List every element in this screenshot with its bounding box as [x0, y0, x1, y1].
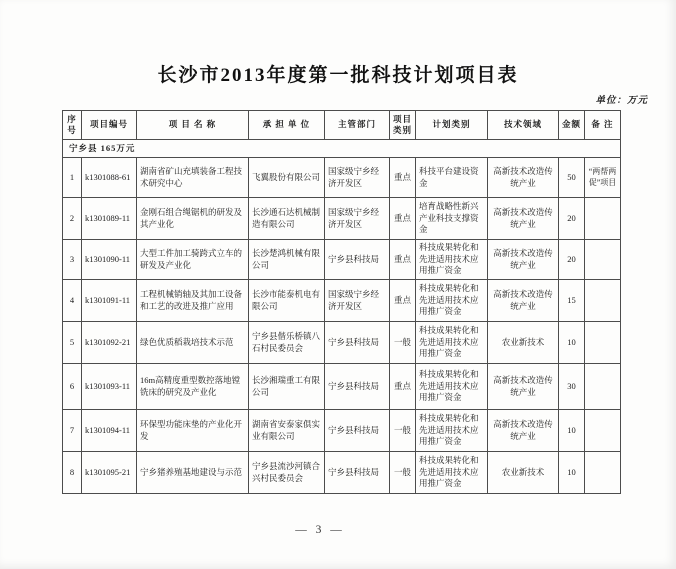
- cell-org: 宁乡县流沙河镇合兴村民委员会: [249, 452, 325, 494]
- cell-plan: 科技成果转化和先进适用技术应用推广资金: [416, 364, 488, 410]
- cell-category: 重点: [390, 364, 416, 410]
- cell-category: 重点: [390, 240, 416, 280]
- cell-seq: 6: [63, 364, 82, 410]
- cell-category: 重点: [390, 158, 416, 198]
- cell-category: 一般: [390, 452, 416, 494]
- cell-plan: 科技成果转化和先进适用技术应用推广资金: [416, 280, 488, 322]
- cell-org: 湖南省安泰家俱实业有限公司: [249, 410, 325, 452]
- header-note: 备 注: [585, 111, 621, 140]
- cell-plan: 科技成果转化和先进适用技术应用推广资金: [416, 322, 488, 364]
- header-category: 项目类别: [390, 111, 416, 140]
- cell-field: 农业新技术: [488, 452, 559, 494]
- cell-project-name: 16m高精度重型数控落地镗铣床的研究及产业化: [137, 364, 249, 410]
- cell-note: [585, 240, 621, 280]
- cell-dept: 宁乡县科技局: [325, 452, 390, 494]
- cell-code: k1301091-11: [82, 280, 137, 322]
- cell-code: k1301089-11: [82, 198, 137, 240]
- cell-project-name: 湖南省矿山充填装备工程技术研究中心: [137, 158, 249, 198]
- page-title: 长沙市2013年度第一批科技计划项目表: [157, 65, 519, 86]
- header-org: 承 担 单 位: [249, 111, 325, 140]
- cell-code: k1301088-61: [82, 158, 137, 198]
- cell-note: “两帮两促”项目: [585, 158, 621, 198]
- cell-category: 重点: [390, 198, 416, 240]
- header-field: 技术领域: [488, 111, 559, 140]
- cell-field: 高新技术改造传统产业: [488, 240, 559, 280]
- cell-seq: 5: [63, 322, 82, 364]
- cell-project-name: 宁乡猪养殖基地建设与示范: [137, 452, 249, 494]
- cell-note: [585, 322, 621, 364]
- group-row-ningxiang: [63, 140, 621, 158]
- cell-note: [585, 410, 621, 452]
- cell-amount: 10: [559, 410, 585, 452]
- cell-amount: 10: [559, 452, 585, 494]
- cell-field: 高新技术改造传统产业: [488, 364, 559, 410]
- cell-org: 长沙市能泰机电有限公司: [249, 280, 325, 322]
- table-header-row: [63, 111, 621, 140]
- cell-plan: 科技平台建设资金: [416, 158, 488, 198]
- cell-org: 长沙楚鸿机械有限公司: [249, 240, 325, 280]
- cell-note: [585, 452, 621, 494]
- table-row: [63, 280, 621, 322]
- page-number: — 3 —: [295, 524, 345, 536]
- cell-project-name: 大型工件加工骑跨式立车的研发及产业化: [137, 240, 249, 280]
- cell-code: k1301094-11: [82, 410, 137, 452]
- cell-dept: 国家级宁乡经济开发区: [325, 280, 390, 322]
- header-name: 项 目 名 称: [137, 111, 249, 140]
- header-dept: 主管部门: [325, 111, 390, 140]
- cell-note: [585, 198, 621, 240]
- cell-amount: 50: [559, 158, 585, 198]
- cell-seq: 4: [63, 280, 82, 322]
- table-row: [63, 410, 621, 452]
- table-row: [63, 158, 621, 198]
- cell-amount: 30: [559, 364, 585, 410]
- cell-amount: 10: [559, 322, 585, 364]
- table-row: [63, 322, 621, 364]
- cell-seq: 2: [63, 198, 82, 240]
- cell-seq: 1: [63, 158, 82, 198]
- cell-code: k1301090-11: [82, 240, 137, 280]
- unit-label: 单位：万元: [595, 96, 648, 106]
- cell-category: 一般: [390, 410, 416, 452]
- cell-project-name: 绿色优质稻栽培技术示范: [137, 322, 249, 364]
- cell-project-name: 工程机械销轴及其加工设备和工艺的改进及推广应用: [137, 280, 249, 322]
- header-plan: 计划类别: [416, 111, 488, 140]
- cell-amount: 15: [559, 280, 585, 322]
- group-label: 宁乡县 165万元: [63, 140, 621, 158]
- cell-code: k1301095-21: [82, 452, 137, 494]
- cell-field: 农业新技术: [488, 322, 559, 364]
- cell-field: 高新技术改造传统产业: [488, 158, 559, 198]
- table-row: [63, 452, 621, 494]
- cell-org: 宁乡县偕乐桥镇八石村民委员会: [249, 322, 325, 364]
- cell-project-name: 环保型功能床垫的产业化开发: [137, 410, 249, 452]
- cell-seq: 3: [63, 240, 82, 280]
- cell-category: 一般: [390, 322, 416, 364]
- header-seq: 序号: [63, 111, 82, 140]
- cell-amount: 20: [559, 198, 585, 240]
- cell-dept: 宁乡县科技局: [325, 322, 390, 364]
- table-row: [63, 198, 621, 240]
- cell-note: [585, 280, 621, 322]
- project-table: [62, 110, 621, 494]
- cell-dept: 国家级宁乡经济开发区: [325, 198, 390, 240]
- cell-org: 长沙湘瑞重工有限公司: [249, 364, 325, 410]
- cell-field: 高新技术改造传统产业: [488, 198, 559, 240]
- cell-plan: 科技成果转化和先进适用技术应用推广资金: [416, 452, 488, 494]
- table-row: [63, 240, 621, 280]
- cell-seq: 7: [63, 410, 82, 452]
- cell-plan: 科技成果转化和先进适用技术应用推广资金: [416, 410, 488, 452]
- cell-dept: 国家级宁乡经济开发区: [325, 158, 390, 198]
- cell-field: 高新技术改造传统产业: [488, 280, 559, 322]
- cell-dept: 宁乡县科技局: [325, 240, 390, 280]
- cell-code: k1301092-21: [82, 322, 137, 364]
- cell-seq: 8: [63, 452, 82, 494]
- cell-org: 飞翼股份有限公司: [249, 158, 325, 198]
- cell-plan: 科技成果转化和先进适用技术应用推广资金: [416, 240, 488, 280]
- header-amount: 金额: [559, 111, 585, 140]
- cell-field: 高新技术改造传统产业: [488, 410, 559, 452]
- cell-code: k1301093-11: [82, 364, 137, 410]
- header-code: 项目编号: [82, 111, 137, 140]
- cell-plan: 培育战略性新兴产业科技支撑资金: [416, 198, 488, 240]
- cell-amount: 20: [559, 240, 585, 280]
- cell-note: [585, 364, 621, 410]
- cell-org: 长沙通石达机械制造有限公司: [249, 198, 325, 240]
- cell-project-name: 金刚石组合绳锯机的研发及其产业化: [137, 198, 249, 240]
- table-row: [63, 364, 621, 410]
- cell-dept: 宁乡县科技局: [325, 364, 390, 410]
- cell-dept: 宁乡县科技局: [325, 410, 390, 452]
- cell-category: 重点: [390, 280, 416, 322]
